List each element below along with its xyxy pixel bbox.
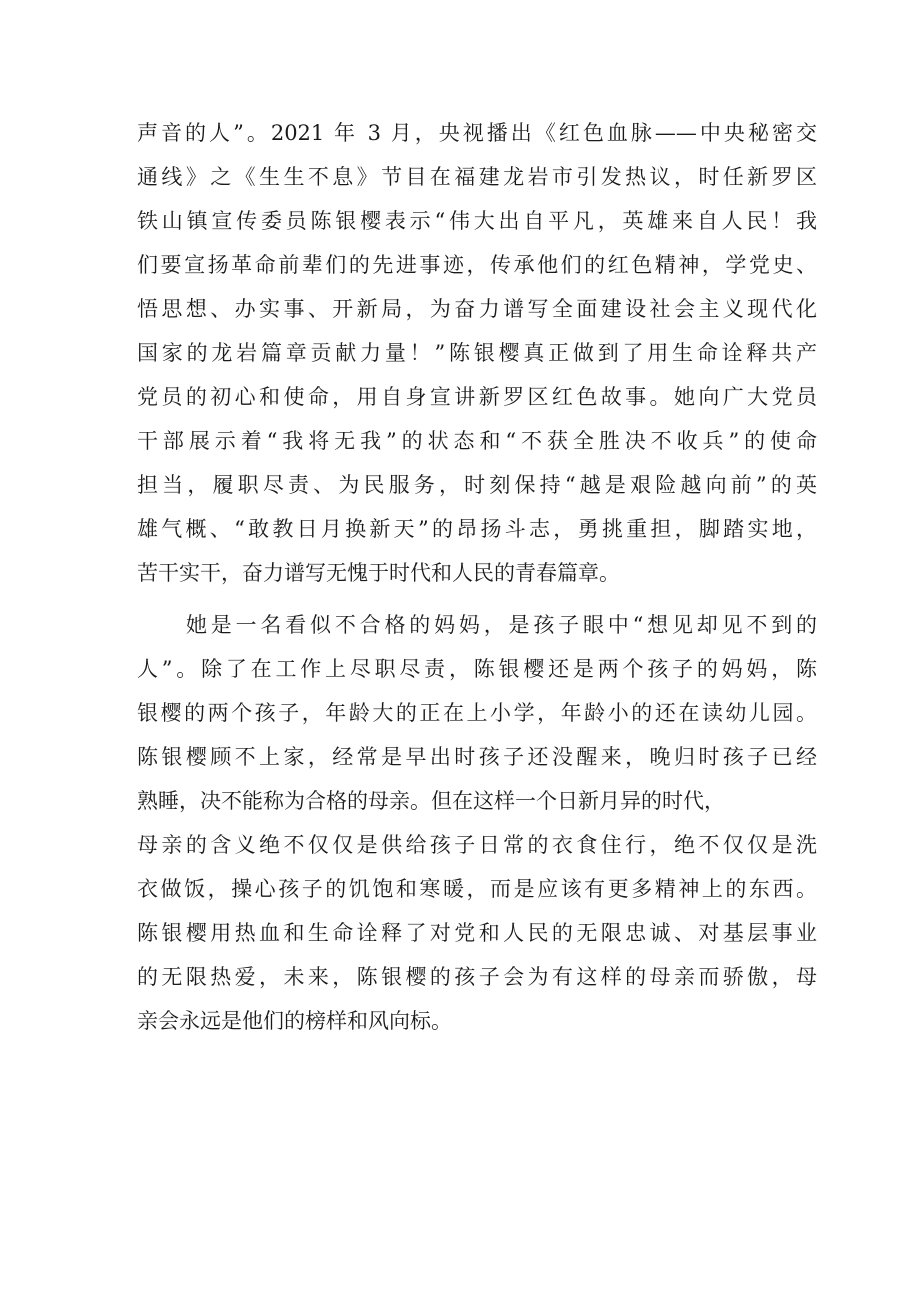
paragraph-2-line-5: 熟睡，决不能称为合格的母亲。但在这样一个日新月异的时代， [137, 789, 725, 813]
paragraph-1-line-11: 苦干实干，奋力谱写无愧于时代和人民的青春篇章。 [137, 561, 620, 585]
paragraph-2-line-10: 亲会永远是他们的榜样和风向标。 [137, 1009, 452, 1033]
paragraph-2-line-3: 银樱的两个孩子，年龄大的正在上小学，年龄小的还在读幼儿园。 [137, 701, 817, 725]
paragraph-1-line-10: 雄气概、“敢教日月换新天”的昂扬斗志，勇挑重担，脚踏实地， [137, 517, 817, 541]
paragraph-1-line-3: 铁山镇宣传委员陈银樱表示“伟大出自平凡，英雄来自人民！我 [137, 209, 817, 233]
paragraph-2-line-4: 陈银樱顾不上家，经常是早出时孩子还没醒来，晚归时孩子已经 [137, 745, 817, 769]
paragraph-1-line-5: 悟思想、办实事、开新局，为奋力谱写全面建设社会主义现代化 [137, 297, 817, 321]
paragraph-spacer [137, 595, 817, 603]
paragraph-1-line-2: 通线》之《生生不息》节目在福建龙岩市引发热议，时任新罗区 [137, 165, 817, 189]
paragraph-2 [137, 603, 817, 1043]
paragraph-2-line-8: 陈银樱用热血和生命诠释了对党和人民的无限忠诚、对基层事业 [137, 921, 817, 945]
paragraph-1-line-9: 担当，履职尽责、为民服务，时刻保持“越是艰险越向前”的英 [137, 473, 817, 497]
paragraph-1-line-4: 们要宣扬革命前辈们的先进事迹，传承他们的红色精神，学党史、 [137, 253, 817, 277]
paragraph-2-line-1: 她是一名看似不合格的妈妈，是孩子眼中“想见却见不到的 [186, 613, 817, 637]
paragraph-2-line-7: 衣做饭，操心孩子的饥饱和寒暖，而是应该有更多精神上的东西。 [137, 877, 817, 901]
paragraph-2-line-6: 母亲的含义绝不仅仅是供给孩子日常的衣食住行，绝不仅仅是洗 [137, 833, 817, 857]
paragraph-1-line-6: 国家的龙岩篇章贡献力量！”陈银樱真正做到了用生命诠释共产 [137, 341, 817, 365]
paragraph-2-line-2: 人”。除了在工作上尽职尽责，陈银樱还是两个孩子的妈妈，陈 [137, 657, 817, 681]
paragraph-1 [137, 111, 817, 595]
paragraph-1-line-1: 声音的人”。2021 年 3 月，央视播出《红色血脉——中央秘密交 [137, 121, 817, 145]
document-body [137, 111, 817, 1043]
paragraph-1-line-7: 党员的初心和使命，用自身宣讲新罗区红色故事。她向广大党员 [137, 385, 817, 409]
paragraph-1-line-8: 干部展示着“我将无我”的状态和“不获全胜决不收兵”的使命 [137, 429, 817, 453]
paragraph-2-line-9: 的无限热爱，未来，陈银樱的孩子会为有这样的母亲而骄傲，母 [137, 965, 817, 989]
